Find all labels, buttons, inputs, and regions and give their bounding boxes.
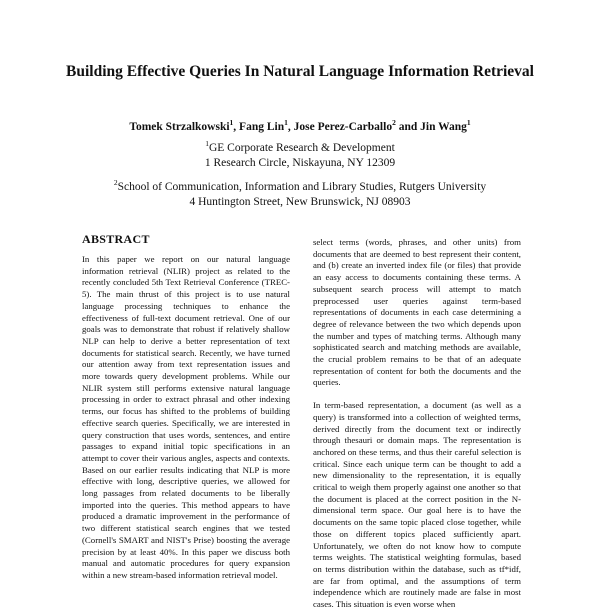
abstract-column-left	[82, 254, 290, 582]
author-affiliation-mark: 1	[466, 118, 471, 127]
author-name: Jin Wang	[420, 120, 467, 133]
author-separator: and	[395, 120, 421, 133]
author-separator: ,	[233, 120, 240, 133]
paper-title: Building Effective Queries In Natural Language Information Retrieval	[66, 63, 534, 80]
author-name: Jose Perez-Carballo	[293, 120, 393, 133]
author-separator: ,	[287, 120, 294, 133]
affiliation-2	[40, 175, 560, 210]
affiliation-address: 4 Huntington Street, New Brunswick, NJ 08903	[189, 195, 411, 208]
author-affiliation-mark: 1	[284, 118, 288, 127]
affiliation-mark: 1	[205, 139, 209, 148]
affiliation-1	[40, 136, 560, 171]
author-affiliation-mark: 2	[392, 118, 396, 127]
body-column-right	[313, 237, 521, 611]
body-paragraph: select terms (words, phrases, and other units) from documents that are deemed to best represent their content, and (b) create an inverted index file (or files) that provide an easy access to documents containing these terms. A subsequent search process will attempt to match preprocessed user queries against term-based representations of documents in each case determining a degree of relevance between the two which depends upon the number and types of matching terms. Although many sophisticated search and matching methods are available, the crucial problem remains to be that of an adequate representation of content for both the documents and the queries.	[313, 237, 521, 388]
author-name: Fang Lin	[239, 120, 285, 133]
abstract-paragraph: In this paper we report on our natural language information retrieval (NLIR) project as related to the recently concluded 5th Text Retrieval Conference (TREC-5). The main thrust of this project is to use natural language processing techniques to enhance the effectiveness of full-text document retrieval. One of our goals was to demonstrate that robust if relatively shallow NLP can help to derive a better representation of text documents for statistical search. Recently, we have turned our attention away from text representation issues and more towards query development problems. While our NLIR system still performs extensive natural language processing in order to extract phrasal and other indexing terms, our focus has shifted to the problems of building effective search queries. Specifically, we are interested in query construction that uses words, sentences, and entire passages to expand initial topic specifications in an attempt to cover their various angles, aspects and contexts. Based on our earlier results indicating that NLP is more effective with long, descriptive queries, we allowed for long passages from related documents to be liberally imported into the queries. This method appears to have produced a dramatic improvement in the performance of two different statistical search engines that we tested (Cornell's SMART and NIST's Prise) boosting the average precision by at least 40%. In this paper we discuss both manual and automatic procedures for query expansion within a new stream-based information retrieval model.	[82, 254, 290, 580]
author-affiliation-mark: 1	[229, 118, 234, 127]
author-name: Tomek Strzalkowski	[129, 120, 230, 133]
affiliation-mark: 2	[113, 178, 118, 187]
affiliation-org: $^1$GE Corporate Research & Development	[205, 139, 395, 154]
author-list	[40, 116, 560, 134]
body-paragraph: In term-based representation, a document (as well as a query) is transformed into a collection of weighted terms, derived directly from the document text or indirectly through thesauri or domain maps. The representation is anchored on these terms, and thus their careful selection is critical. Since each unique term can be thought to add a new dimensionality to the representation, it is equally critical to weigh them properly against one another so that the document is placed at the correct position in the N-dimensional term space. Our goal here is to have the documents on the same topic placed close together, while those on different topics placed sufficiently apart. Unfortunately, we often do not know how to compute terms weights. The statistical weighting formulas, based on terms distribution within the database, such as tf*idf, are far from optimal, and the assumptions of term independence which are routinely made are false in most cases. This situation is even worse when	[313, 400, 521, 610]
affiliation-address: 1 Research Circle, Niskayuna, NY 12309	[204, 156, 396, 169]
abstract-heading: ABSTRACT	[82, 232, 150, 246]
affiliation-org: $^2$School of Communication, Information and Library Studies, Rutgers University	[113, 178, 487, 193]
